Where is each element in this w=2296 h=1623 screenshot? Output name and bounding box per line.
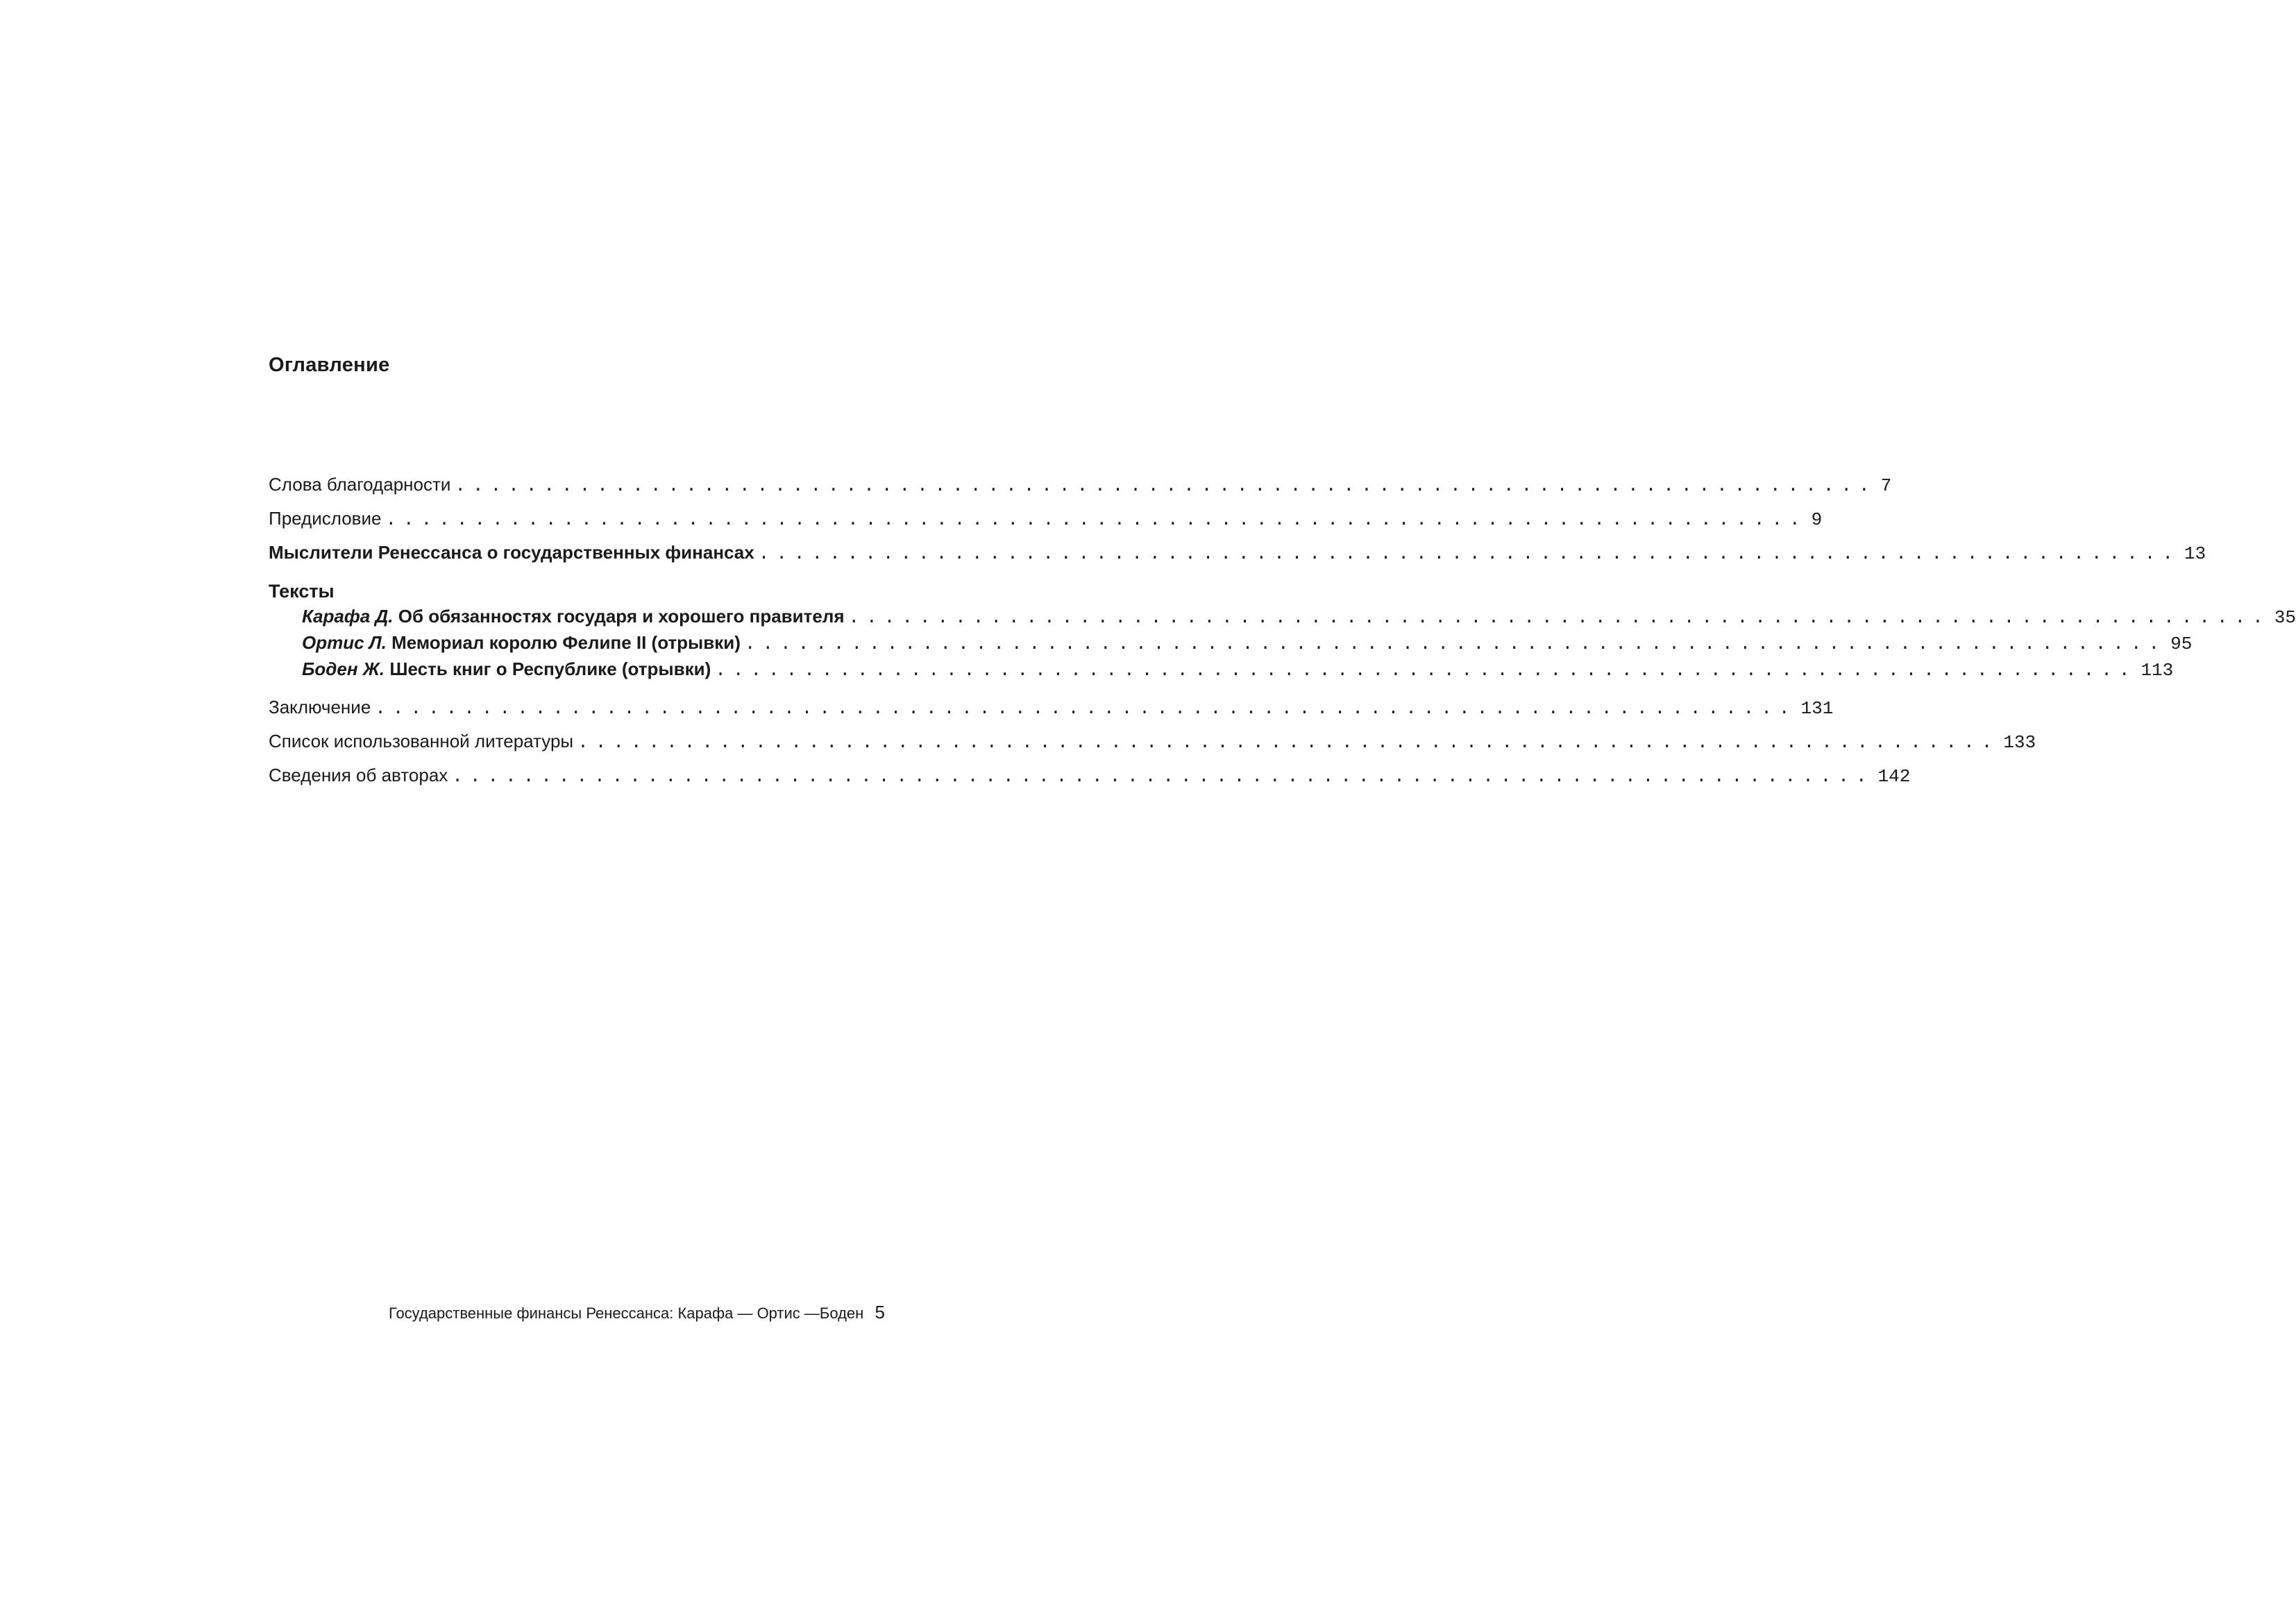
dot-leader: ................................................................................ [848,607,2270,628]
dot-leader: ................................................................................ [715,660,2137,681]
table-of-contents [269,472,2296,789]
toc-entry-page: 9 [1811,509,1823,530]
toc-entry-page: 35 [2274,607,2296,628]
toc-entry-page: 131 [1800,698,1834,719]
toc-entry-label: Список использованной литературы [269,731,574,751]
toc-entry-conclusion[interactable] [269,695,1834,721]
toc-entry-author: Ортис Л. [302,632,387,653]
toc-entry-page: 13 [2184,543,2206,564]
toc-entry-label: Заключение [269,697,371,717]
toc-entry-page: 142 [1877,766,1911,787]
toc-entry-label [302,630,741,655]
toc-entry-label [302,656,711,681]
toc-entry-authors[interactable] [269,763,1911,789]
page-title: Оглавление [269,354,390,376]
toc-entry-preface[interactable] [269,506,1823,532]
toc-entry-label: Предисловие [269,508,382,529]
page-number: 5 [875,1302,885,1323]
toc-entry-page: 133 [2003,732,2036,753]
toc-entry-label: Мыслители Ренессанса о государственных финансах [269,542,754,563]
toc-entry-page: 7 [1880,475,1892,496]
toc-entry-ortiz[interactable] [269,630,2193,656]
dot-leader: ................................................................................ [385,509,1807,530]
toc-entry-title: Шесть книг о Республике (отрывки) [389,658,711,679]
toc-entry-bodin[interactable] [269,656,2174,683]
toc-entry-carafa[interactable] [269,604,2296,630]
toc-entry-thinkers[interactable] [269,540,2206,566]
running-title: Государственные финансы Ренессанса: Карафа — Ортис —Боден [389,1305,864,1322]
dot-leader: ................................................................................ [577,732,2000,753]
toc-entry-page: 113 [2141,660,2174,681]
toc-entry-label: Слова благодарности [269,474,451,495]
dot-leader: ................................................................................ [452,766,1874,787]
dot-leader: ................................................................................ [375,698,1797,719]
toc-entry-page: 95 [2170,634,2193,654]
toc-entry-acknowledgments[interactable] [269,472,1892,498]
toc-entry-references[interactable] [269,729,2036,755]
toc-entry-title: Об обязанностях государя и хорошего правителя [398,606,845,627]
toc-entry-author: Карафа Д. [302,606,394,627]
running-footer [389,1302,885,1323]
toc-section-texts: Тексты [269,581,335,602]
toc-entry-title: Мемориал королю Фелипе II (отрывки) [391,632,741,653]
toc-entry-author: Боден Ж. [302,658,385,679]
dot-leader: ................................................................................ [744,634,2167,654]
dot-leader: ................................................................................ [455,475,1877,496]
toc-entry-label: Сведения об авторах [269,765,448,785]
dot-leader: ................................................................................ [758,543,2180,564]
toc-entry-label [302,604,845,629]
